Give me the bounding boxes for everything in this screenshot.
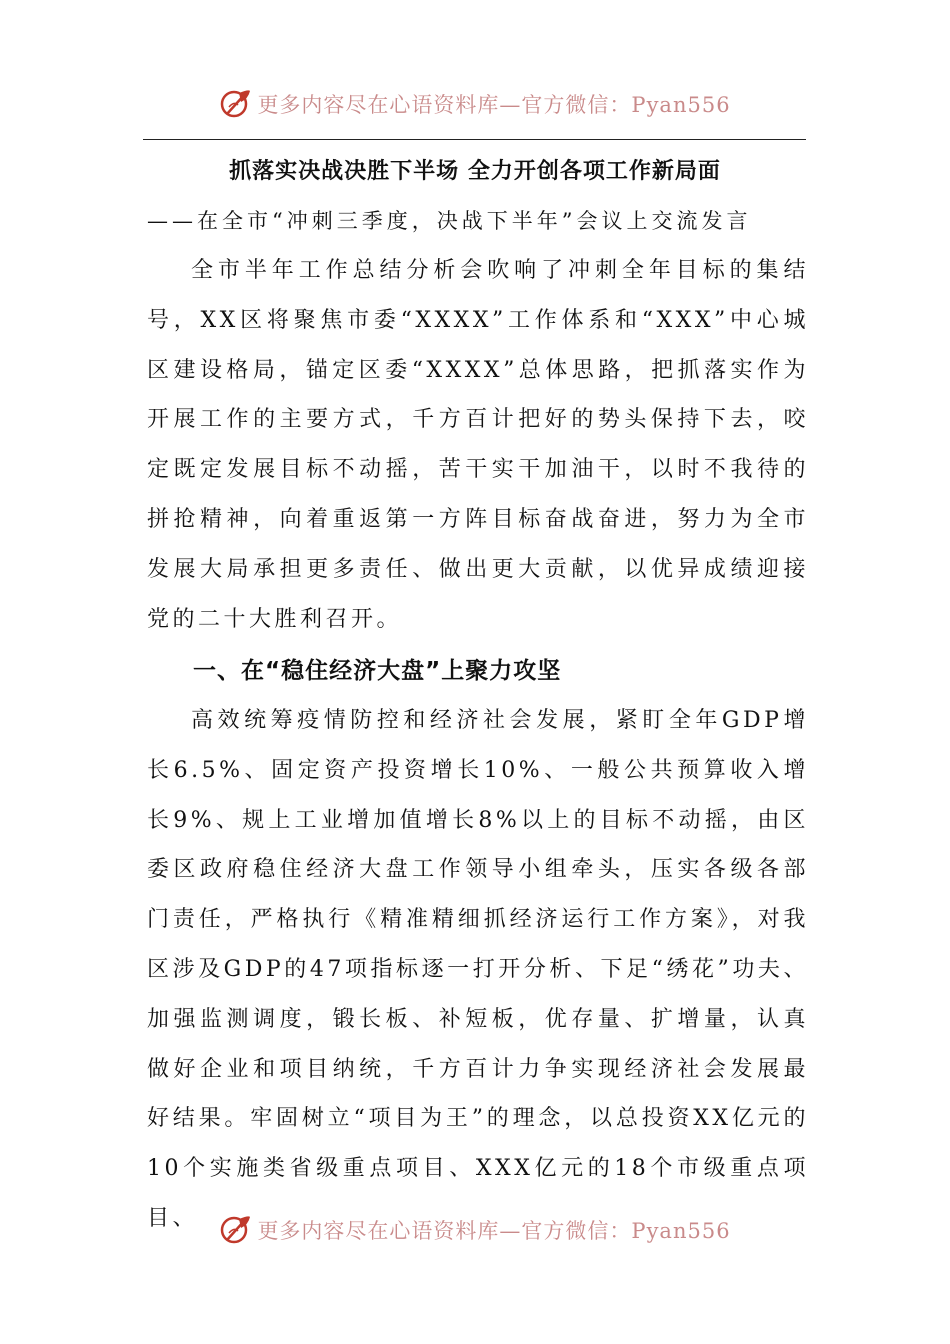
paragraph-intro: 全市半年工作总结分析会吹响了冲刺全年目标的集结号，XX区将聚焦市委“XXXX”工作体系和“XXX”中心城区建设格局，锚定区委“XXXX”总体思路，把抓落实作为开展工作的主要方式，千方百计把好的势头保持下去，咬定既定发展目标不动摇，苦干实干加油干，以时不我待的拼抢精神，向着重返第一方阵目标奋战奋进，努力为全市发展大局承担更多责任、做出更大贡献，以优异成绩迎接党的二十大胜利召开。 <box>147 258 809 632</box>
paragraph-section-1: 高效统筹疫情防控和经济社会发展，紧盯全年GDP增长6.5%、固定资产投资增长10%、一般公共预算收入增长9%、规上工业增加值增长8%以上的目标不动摇，由区委区政府稳住经济大盘工作领导小组牵头，压实各级各部门责任，严格执行《精准精细抓经济运行工作方案》，对我区涉及GDP的47项指标逐一打开分析、下足“绣花”功夫、加强监测调度，锻长板、补短板，优存量、扩增量，认真做好企业和项目纳统，千方百计力争实现经济社会发展最好结果。牢固树立“项目为王”的理念，以总投资XX亿元的10个实施类省级重点项目、XXX亿元的18个市级重点项目、 <box>147 708 809 1231</box>
header-divider <box>143 139 806 140</box>
document-subtitle: ——在全市“冲刺三季度，决战下半年”会议上交流发言 <box>147 209 752 233</box>
section-heading-1: 一、在“稳住经济大盘”上聚力攻坚 <box>193 658 562 684</box>
watermark-text: 更多内容尽在心语资料库—官方微信：Pyan556 <box>257 1219 731 1243</box>
quill-logo-icon <box>219 1213 253 1247</box>
watermark-banner-top <box>0 84 950 124</box>
watermark-text: 更多内容尽在心语资料库—官方微信：Pyan556 <box>257 93 731 117</box>
quill-logo-icon <box>219 87 253 121</box>
watermark-banner-bottom <box>0 1210 950 1250</box>
document-title: 抓落实决战决胜下半场 全力开创各项工作新局面 <box>229 159 721 184</box>
